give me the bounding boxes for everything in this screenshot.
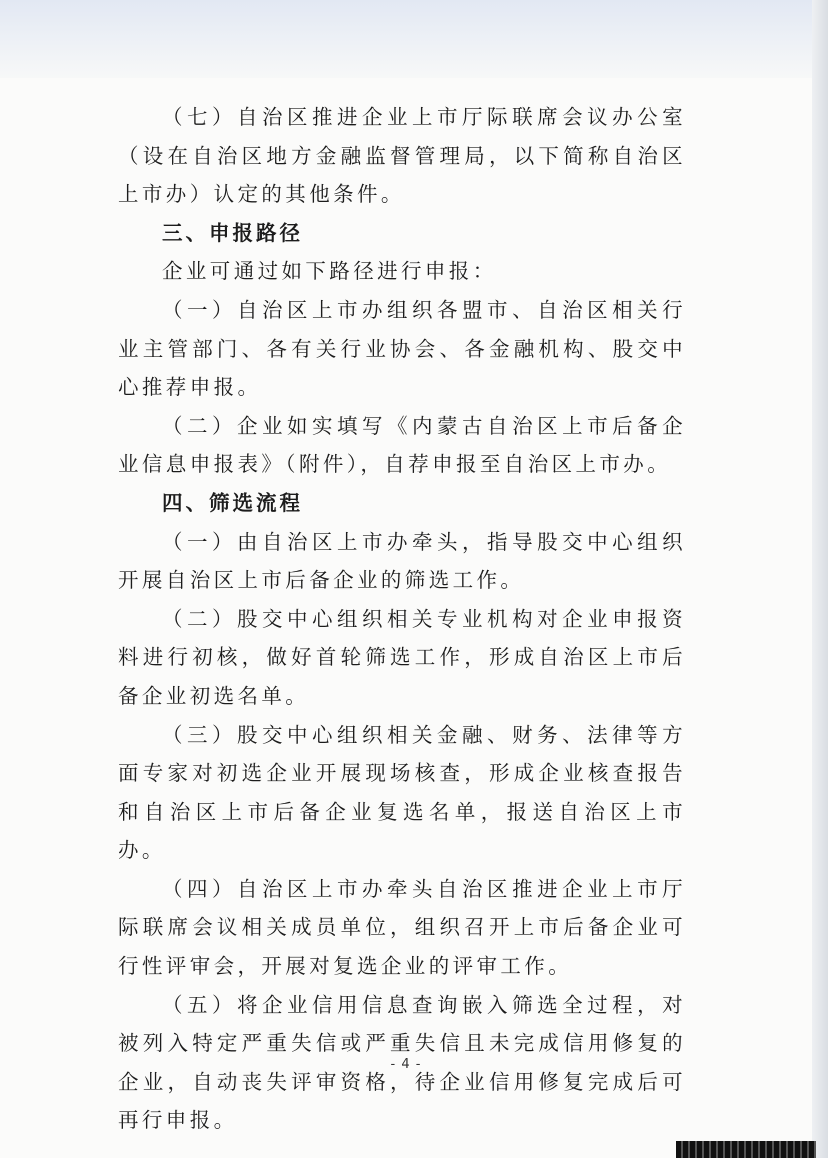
document-body (118, 98, 686, 1140)
paragraph-application-intro: 企业可通过如下路径进行申报： (162, 259, 497, 284)
scan-top-shading (0, 0, 828, 78)
heading-application-path: 三、申报路径 (162, 220, 303, 245)
page-number: - 4 - (390, 1057, 422, 1072)
paragraph-screening-one: （一）由自治区上市办牵头，指导股交中心组织开展自治区上市后备企业的筛选工作。 (118, 529, 686, 593)
paragraph-screening-two: （二）股交中心组织相关专业机构对企业申报资料进行初核，做好首轮筛选工作，形成自治区上市后备企业初选名单。 (118, 606, 686, 708)
paragraph-screening-four: （四）自治区上市办牵头自治区推进企业上市厅际联席会议相关成员单位，组织召开上市后备企业可行性评审会，开展对复选企业的评审工作。 (118, 876, 686, 979)
scan-right-edge (812, 0, 828, 1158)
heading-screening-process: 四、筛选流程 (162, 490, 303, 515)
paragraph-path-one: （一）自治区上市办组织各盟市、自治区相关行业主管部门、各有关行业协会、各金融机构、股交中心推荐申报。 (118, 297, 686, 400)
paragraph-screening-five: （五）将企业信用信息查询嵌入筛选全过程，对被列入特定严重失信或严重失信且未完成信用修复的企业，自动丧失评审资格，待企业信用修复完成后可再行申报。 (118, 992, 686, 1133)
paragraph-screening-three: （三）股交中心组织相关金融、财务、法律等方面专家对初选企业开展现场核查，形成企业核查报告和自治区上市后备企业复选名单，报送自治区上市办。 (118, 722, 686, 863)
paragraph-qi: （七）自治区推进企业上市厅际联席会议办公室（设在自治区地方金融监督管理局，以下简称自治区上市办）认定的其他条件。 (118, 105, 686, 207)
paragraph-path-two: （二）企业如实填写《内蒙古自治区上市后备企业信息申报表》（附件），自荐申报至自治区上市办。 (118, 413, 686, 477)
scan-artifact-bar (676, 1141, 816, 1158)
